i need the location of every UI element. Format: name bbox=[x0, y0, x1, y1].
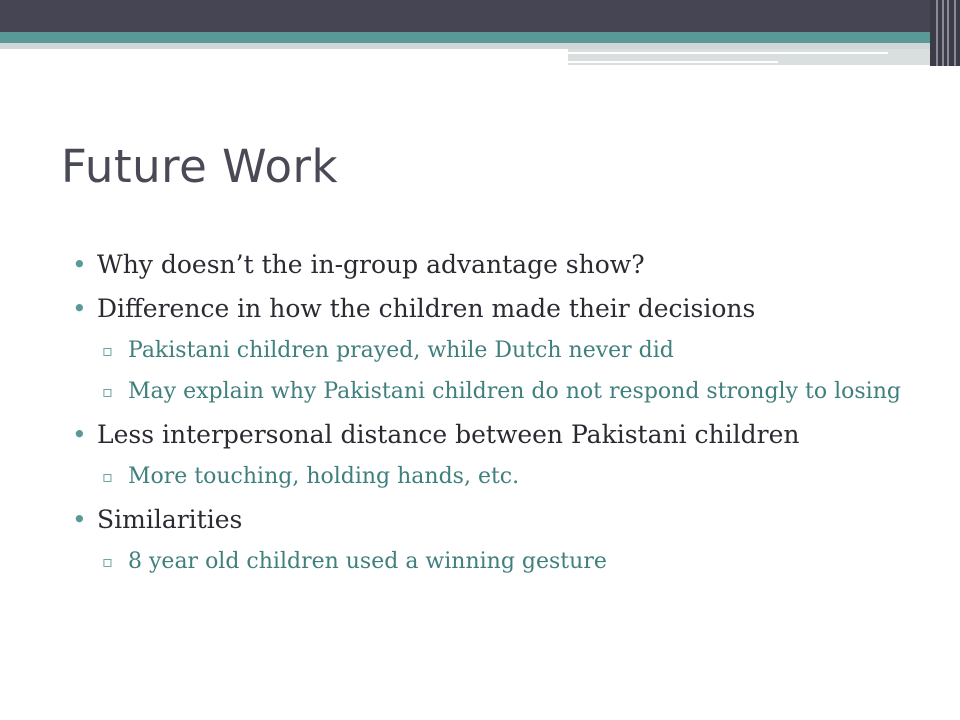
header-dark-bar bbox=[0, 0, 960, 32]
bullet-item bbox=[72, 502, 932, 538]
bullet-item bbox=[72, 247, 932, 283]
bullet-text: Similarities bbox=[97, 505, 243, 534]
square-bullet-icon: ▫ bbox=[102, 552, 113, 571]
bullet-item bbox=[72, 417, 932, 453]
header-white-line bbox=[568, 52, 888, 54]
bullet-text: Difference in how the children made their decisions bbox=[97, 294, 756, 323]
sub-bullet-text: May explain why Pakistani children do not respond strongly to losing bbox=[128, 379, 901, 404]
sub-bullet-item bbox=[72, 335, 932, 366]
sub-bullet-text: More touching, holding hands, etc. bbox=[128, 464, 520, 489]
bullet-item bbox=[72, 291, 932, 327]
bullet-dot-icon: • bbox=[72, 505, 87, 534]
square-bullet-icon: ▫ bbox=[102, 382, 113, 401]
sub-bullet-text: Pakistani children prayed, while Dutch never did bbox=[128, 338, 674, 363]
sub-bullet-text: 8 year old children used a winning gesture bbox=[128, 549, 607, 574]
bullet-text: Less interpersonal distance between Pakistani children bbox=[97, 420, 800, 449]
sub-bullet-item bbox=[72, 546, 932, 577]
header-white-line bbox=[568, 61, 778, 63]
bullet-dot-icon: • bbox=[72, 294, 87, 323]
header-right-stripes bbox=[930, 0, 960, 66]
bullet-list bbox=[72, 247, 932, 587]
bullet-dot-icon: • bbox=[72, 250, 87, 279]
bullet-dot-icon: • bbox=[72, 420, 87, 449]
slide-title: Future Work bbox=[61, 140, 339, 193]
square-bullet-icon: ▫ bbox=[102, 467, 113, 486]
bullet-text: Why doesn’t the in-group advantage show? bbox=[97, 250, 645, 279]
header-teal-band bbox=[0, 32, 960, 43]
sub-bullet-item bbox=[72, 376, 932, 407]
sub-bullet-item bbox=[72, 461, 932, 492]
square-bullet-icon: ▫ bbox=[102, 341, 113, 360]
